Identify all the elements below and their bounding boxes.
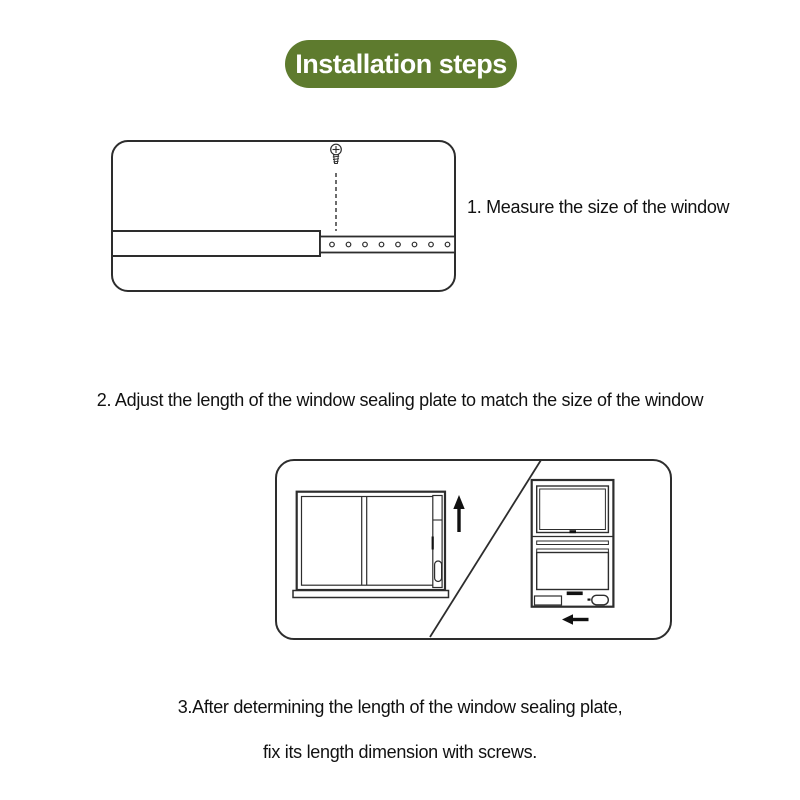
step-1-text: 1. Measure the size of the window <box>467 197 730 217</box>
diagram1-border <box>112 141 455 291</box>
step-3-text-line2: fix its length dimension with screws. <box>262 742 537 762</box>
step-2-text: 2. Adjust the length of the window sealing plate to match the size of the window <box>96 390 704 410</box>
sliding-window <box>293 492 449 598</box>
plate-measure-diagram <box>111 140 456 292</box>
sash-latch <box>570 530 577 533</box>
window-sill <box>293 591 449 598</box>
plate-extension-strip <box>320 237 455 253</box>
installation-steps-banner: Installation steps <box>285 40 517 88</box>
plate-outer-sleeve <box>112 231 320 256</box>
vertical-sealing-plate <box>432 496 443 588</box>
step-3-text-line1: 3.After determining the length of the window sealing plate, <box>177 697 623 717</box>
sash-window <box>532 480 614 607</box>
window-types-diagram <box>275 459 672 640</box>
window-lock <box>592 595 609 605</box>
